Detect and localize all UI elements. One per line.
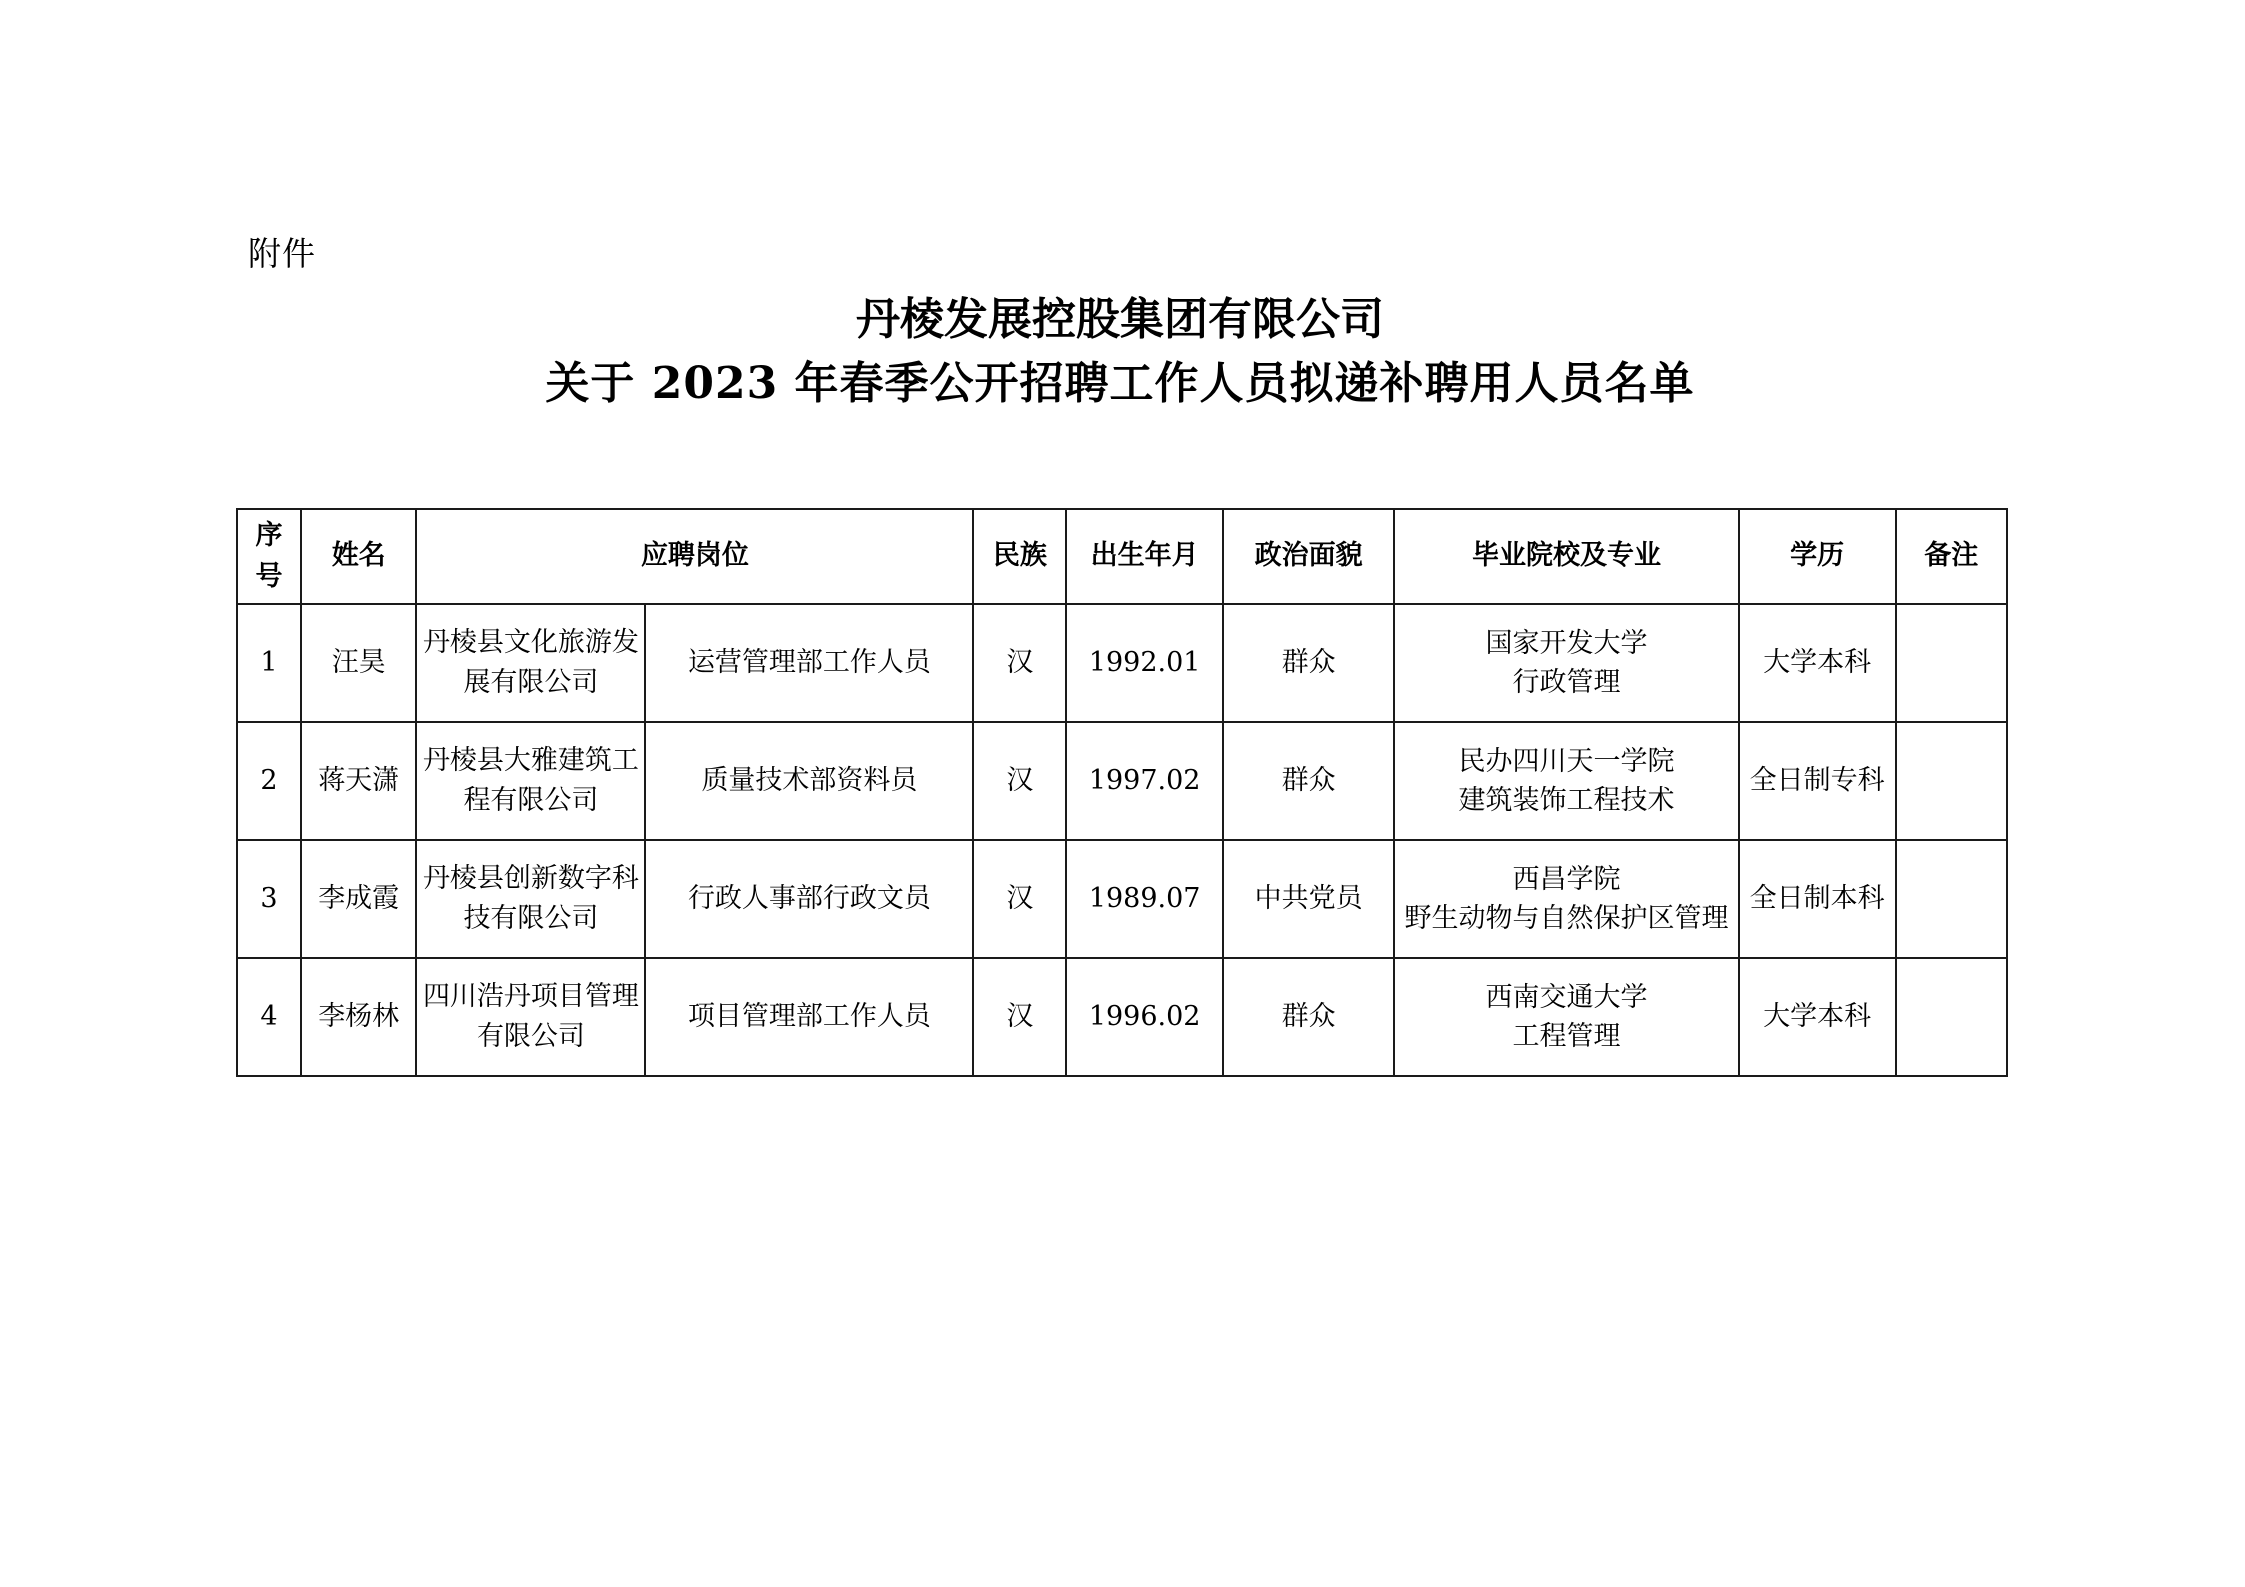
cell-school: 民办四川天一学院 (1458, 745, 1675, 777)
cell-school: 国家开发大学 (1485, 627, 1648, 659)
column-header-note: 备注 (1896, 509, 2007, 604)
column-header-school-major: 毕业院校及专业 (1394, 509, 1739, 604)
cell-birth: 1989.07 (1066, 840, 1223, 958)
cell-name: 李杨林 (301, 958, 417, 1076)
table-row (237, 840, 2007, 958)
column-header-education: 学历 (1739, 509, 1896, 604)
cell-school: 西南交通大学 (1485, 981, 1648, 1013)
attachment-label: 附件 (248, 234, 316, 273)
cell-political: 群众 (1223, 604, 1394, 722)
column-header-index: 序号 (237, 509, 301, 604)
cell-birth: 1992.01 (1066, 604, 1223, 722)
table-header-row (237, 509, 2007, 604)
cell-political: 群众 (1223, 722, 1394, 840)
cell-post: 运营管理部工作人员 (645, 604, 973, 722)
table-row (237, 722, 2007, 840)
column-header-birth: 出生年月 (1066, 509, 1223, 604)
cell-name: 李成霞 (301, 840, 417, 958)
page-title (240, 288, 2000, 416)
cell-birth: 1997.02 (1066, 722, 1223, 840)
cell-name: 汪昊 (301, 604, 417, 722)
cell-school: 西昌学院 (1512, 863, 1621, 895)
cell-index: 3 (237, 840, 301, 958)
page-title-line1: 丹棱发展控股集团有限公司 (856, 294, 1384, 345)
column-header-position: 应聘岗位 (416, 509, 973, 604)
cell-unit: 丹棱县大雅建筑工程有限公司 (416, 722, 645, 840)
cell-major: 建筑装饰工程技术 (1458, 785, 1675, 816)
cell-major: 野生动物与自然保护区管理 (1404, 903, 1729, 934)
cell-note (1896, 604, 2007, 722)
cell-major: 行政管理 (1512, 667, 1621, 698)
cell-unit: 丹棱县创新数字科技有限公司 (416, 840, 645, 958)
cell-index: 4 (237, 958, 301, 1076)
table-row (237, 604, 2007, 722)
cell-school-major (1394, 722, 1739, 840)
cell-post: 质量技术部资料员 (645, 722, 973, 840)
cell-post: 行政人事部行政文员 (645, 840, 973, 958)
cell-post: 项目管理部工作人员 (645, 958, 973, 1076)
cell-school-major (1394, 958, 1739, 1076)
cell-index: 1 (237, 604, 301, 722)
cell-education: 大学本科 (1739, 604, 1896, 722)
cell-unit: 丹棱县文化旅游发展有限公司 (416, 604, 645, 722)
cell-note (1896, 958, 2007, 1076)
table-row (237, 958, 2007, 1076)
cell-political: 中共党员 (1223, 840, 1394, 958)
roster-table (236, 508, 2008, 1077)
page-title-line2: 关于 2023 年春季公开招聘工作人员拟递补聘用人员名单 (545, 357, 1695, 409)
cell-ethnicity: 汉 (973, 722, 1066, 840)
cell-note (1896, 840, 2007, 958)
cell-unit: 四川浩丹项目管理有限公司 (416, 958, 645, 1076)
cell-index: 2 (237, 722, 301, 840)
column-header-ethnicity: 民族 (973, 509, 1066, 604)
cell-education: 大学本科 (1739, 958, 1896, 1076)
column-header-name: 姓名 (301, 509, 417, 604)
cell-major: 工程管理 (1512, 1021, 1621, 1052)
cell-ethnicity: 汉 (973, 604, 1066, 722)
cell-school-major (1394, 840, 1739, 958)
cell-education: 全日制本科 (1739, 840, 1896, 958)
cell-name: 蒋天潇 (301, 722, 417, 840)
cell-education: 全日制专科 (1739, 722, 1896, 840)
cell-note (1896, 722, 2007, 840)
cell-political: 群众 (1223, 958, 1394, 1076)
cell-birth: 1996.02 (1066, 958, 1223, 1076)
cell-ethnicity: 汉 (973, 958, 1066, 1076)
cell-ethnicity: 汉 (973, 840, 1066, 958)
column-header-political: 政治面貌 (1223, 509, 1394, 604)
cell-school-major (1394, 604, 1739, 722)
